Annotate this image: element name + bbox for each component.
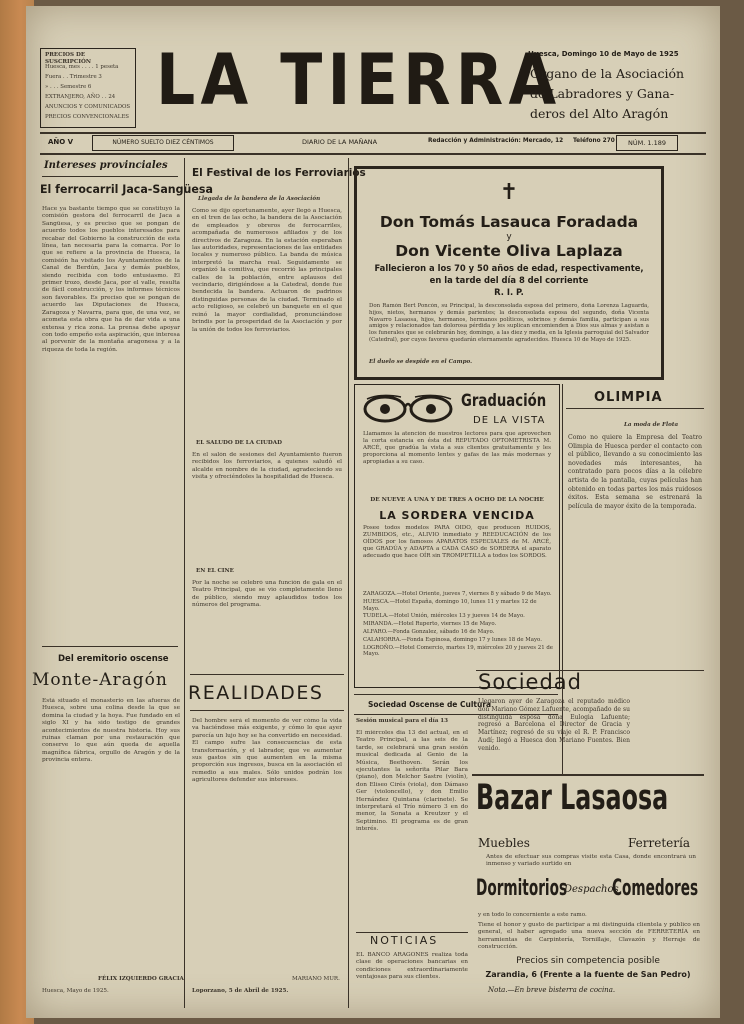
col2-divider [190, 674, 344, 675]
bazar-prices: Precios sin competencia posible [516, 956, 660, 966]
col2-body2: Del hombre será el momento de ver cómo la vida va haciéndose más exigente, y cómo lo que ayer parecía un lujo hoy se ha convertido en necesidad. El campo sufre las consecuencias de esta transformación, y el labrador, que ve aumentar sus gastos sin que aumenten en la misma proporción sus ingresos, busca en la asociación el remedio a sus males. Sólo unidos podrán los agricultores defender sus intereses. [192, 718, 342, 784]
schedule-item: ALFARO.—Fonda Gonzalez, sábado 16 de Mayo. [363, 628, 495, 635]
place-date: Huesca, Domingo 10 de Mayo de 1925 [528, 50, 679, 58]
col1-body: Hace ya bastante tiempo que se constituyó la comisión gestora del ferrocarril de Jaca a Sangüesa, y es preciso que se pongan de acuerdo todos los pueblos interesados para recabar del Gobierno la construcción de esta línea, tan necesaria para la comarca. Por lo que se refiere a la provincia de Huesca, la comisión ha visitado los Ayuntamientos de la Canal de Berdún, Jaca y demás pueblos, siendo recibida con todo entusiasmo. El primer trozo, desde Jaca, por el valle, resulta de fácil construcción, y los informes técnicos son favorables. Es preciso que se pongan de acuerdo las Diputaciones de Huesca, Zaragoza y Navarra, para que, de una vez, se acometa esta obra que ha de dar vida a una extensa y rica zona. La prensa debe apoyar con todo empeño esta aspiración, que interesa al porvenir de la montaña aragonesa y a la riqueza de toda la región. [42, 206, 180, 353]
obituary-note: El duelo se despide en el Campo. [369, 359, 473, 365]
bazar-text3: Tiene el honor y gusto de participar a mi distinguida clientela y público en general, el haber agregado una nueva sección de FERRETERÍA en herramientas de Carpintería, Tornillaje, Clavazón y Herraje de construcción. [478, 922, 700, 951]
optics-schedule [363, 591, 553, 659]
col4-headline: OLIMPIA [594, 390, 663, 405]
column-rule-1 [184, 158, 185, 1008]
col3b-section2: NOTICIAS [370, 934, 439, 947]
col1-body2: Está situado el monasterio en las afueras de Huesca, sobre una colina desde la que se domina la ciudad y la hoya. Fue fundado en el siglo XI y ha sido testigo de grandes acontecimientos de nuestra historia. Hoy sus ruinas claman por una restauración que conserve lo que aún queda de aquella magnífica fábrica, orgullo de Aragón y de la provincia entera. [42, 698, 180, 764]
bazar-dormitorios: Dormitorios [476, 876, 568, 901]
col1-headline2: Monte-Aragón [32, 670, 168, 690]
bazar-note: Nota.—En breve bisterra de cocina. [488, 986, 616, 994]
optics-title: Graduación [461, 391, 547, 411]
col3b-headline: Sociedad Oscense de Cultura [368, 700, 492, 709]
obituary-name-2: Don Vicente Oliva Laplaza [395, 242, 623, 260]
optics-body2: Posee todos modelos PARA OÍDO, que producen RUIDOS, ZUMBIDOS, etc., ALIVIO inmediato y REEDUCACIÓN de los OÍDOS por los famosos APARATOS ESPECIALES de M. ARCÉ, que GRADÚA y ADAPTA a CADA CASO de SORDERA el aparato adecuado que hace OÍR sin TROMPETILLA a todos los SORDOS. [363, 525, 551, 559]
optics-hours: DE NUEVE A UNA Y DE TRES A OCHO DE LA NOCHE [370, 497, 544, 503]
col2-body-a: En el salón de sesiones del Ayuntamiento fueron recibidos los ferroviarios, a quienes saludó el alcalde en nombre de la ciudad, agradeciendo su visita y ofreciéndoles la hospitalidad de Huesca. [192, 452, 342, 481]
col2-body: Como se dijo oportunamente, ayer llegó a Huesca, en el tren de las ocho, la bandera de la Asociación de empleados y obreros de ferrocarriles, acompañada de numerosos afiliados y de los directivos de Zaragoza. En la estación esperaban las autoridades, representaciones de las entidades locales y numeroso público. La banda de música interpretó la marcha real. Seguidamente se organizó la comitiva, que recorrió las principales calles de la población, entre aplausos del vecindario, dirigiéndose a la Catedral, donde fue bendecida la bandera. Actuaron de padrinos distinguidas personas de la ciudad. Terminado el acto religioso, se celebró un banquete en el que reinó la mayor cordialidad, pronunciándose brindis por la prosperidad de la Asociación y por la unión de todos los ferroviarios. [192, 208, 342, 333]
masthead-rule-bottom [40, 153, 706, 155]
col2-author: MARIANO MUR. [292, 976, 340, 982]
single-issue-box [92, 135, 234, 151]
price-line: ANUNCIOS Y COMUNICADOS [45, 104, 131, 110]
schedule-item: ZARAGOZA.—Hotel Oriente, jueves 7, viernes 8 y sábado 9 de Mayo. [363, 591, 552, 597]
bazar-text2: y en todo lo concerniente a este ramo. [478, 912, 587, 918]
optics-body: Llamamos la atención de nuestros lectores para que aprovechen la corta estancia en ésta del REPUTADO OPTOMETRISTA M. ARCÉ, que gradúa la vista a sus clientes gratuitamente y les proporciona al momento lentes y gafas de las más modernas y apropiadas a su caso. [363, 431, 551, 465]
cross-icon: ✝ [499, 180, 519, 205]
bazar-despachos: Despachos [564, 884, 619, 895]
col2-subhead: Llegada de la bandera de la Asociación [198, 196, 321, 202]
obituary-box [354, 166, 664, 380]
year-label: AÑO V [48, 138, 74, 146]
col2-headline: El Festival de los Ferroviarios [192, 166, 366, 179]
schedule-item: TUDELA.—Hotel Unión, miércoles 13 y jueves 14 de Mayo. [363, 613, 525, 620]
masthead-title: LA TIERRA [156, 39, 562, 121]
bazar-intro: Antes de efectuar sus compras visite esta Casa, donde encontrará un inmenso y variado surtido en [486, 854, 696, 868]
single-issue-label: NÚMERO SUELTO DIEZ CÉNTIMOS [112, 139, 214, 146]
schedule-item: HUESCA.—Hotel España, domingo 10, lunes 11 y martes 12 de Mayo. [363, 598, 537, 612]
schedule-item: LOGROÑO.—Hotel Comercio, martes 19, miércoles 20 y jueves 21 de Mayo. [363, 644, 553, 658]
col2-section-b: EN EL CINE [196, 568, 234, 574]
office-label: Redacción y Administración: Mercado, 12 [428, 138, 564, 144]
col1-section2: Del eremitorio oscense [58, 654, 169, 664]
col2-sign: Loporzano, 5 de Abril de 1925. [192, 988, 289, 994]
bazar-muebles: Muebles [478, 836, 530, 850]
column-rule-2 [348, 158, 349, 1008]
bazar-title: Bazar Lasaosa [476, 778, 669, 818]
col3b-body2: EL BANCO ARAGONÉS realiza toda clase de operaciones bancarias en condiciones extraordinariamente ventajosas para sus clientes. [356, 952, 468, 981]
bazar-address: Zarandia, 6 (Frente a la fuente de San Pedro) [485, 970, 691, 979]
col4-subhead: La moda de Flota [624, 422, 679, 428]
masthead-rule-top [40, 132, 706, 134]
obituary-rip: R. I. P. [494, 287, 524, 297]
price-line: PRECIOS CONVENCIONALES [45, 114, 129, 120]
price-line: Fuera . . Trimestre 3 [45, 74, 102, 80]
subtitle-line-2: de Labradores y Gana- [530, 86, 675, 101]
bazar-ferreteria: Ferretería [628, 836, 690, 850]
subscription-prices-box [40, 48, 136, 128]
phone-label: Teléfono 270 [573, 138, 615, 144]
obituary-line-2: en la tarde del día 8 del corriente [429, 275, 589, 285]
bazar-rule-top [472, 774, 704, 776]
col2-body-b: Por la noche se celebró una función de gala en el Teatro Principal, que se vio completamente lleno de público, siendo muy aplaudidos todos los números del programa. [192, 580, 342, 609]
newspaper-page [26, 6, 720, 1018]
schedule-item: MIRANDA.—Hotel Ruperto, viernes 15 de Mayo. [363, 621, 497, 628]
daily-label: DIARIO DE LA MAÑANA [302, 138, 378, 146]
col3b-rule-top [354, 694, 558, 695]
prices-list [45, 62, 131, 122]
schedule-item: CALAHORRA.—Fonda Espinosa, domingo 17 y lunes 18 de Mayo. [363, 636, 542, 643]
col3b-subhead: Sesión musical para el día 13 [356, 718, 449, 724]
col2-headline2: REALIDADES [188, 682, 324, 704]
col2-divider2 [190, 710, 344, 711]
optics-ad-box [354, 384, 560, 688]
obituary-body: Don Ramón Bert Poncón, su Principal, la desconsolada esposa del primero, doña Lorenza Laguarda, hijos, nietos, hermanos y demás parientes; la desconsolada esposa del segundo, doña Vicenta Navarro Lasaosa, hijos, hermanos, hermanos políticos, sobrinos y demás familia, participan a sus amigos y relacionados tan dolorosa pérdida y les suplican encomienden a Dios sus almas y asistan a los funerales que se celebrarán hoy, domingo, a las diez y media, en la Iglesia parroquial del Salvador (Catedral), por cuyos favores quedarán eternamente agradecidos. Huesca 10 de Mayo de 1925. [369, 303, 649, 343]
subtitle-line-1: Órgano de la Asociación [530, 66, 685, 81]
col3b-body: El miércoles día 13 del actual, en el Teatro Principal, a las seis de la tarde, se celebrará una gran sesión musical dedicada al Genio de la Música, Beethoven. Serán los ejecutantes la señorita Pilar Bara (piano), don Melchor Sastre (violín), don Eliseo Cirés (viola), don Dámaso Ger (violoncello), y don Emilio Hernández Quintana (clarinete). Se interpretará el Trío número 3 en do menor, la Sonata a Kreutzer y el Septimino. El programa es de gran interés. [356, 730, 468, 833]
col4-rule [566, 408, 704, 409]
col1-sign: Huesca, Mayo de 1925. [42, 988, 109, 994]
col2-section-a: EL SALUDO DE LA CIUDAD [196, 440, 282, 446]
col1-headline: El ferrocarril Jaca-Sangüesa [40, 182, 213, 196]
optics-subtitle: DE LA VISTA [473, 415, 546, 426]
bazar-comedores: Comedores [612, 876, 699, 901]
glasses-icon [361, 389, 457, 425]
issue-number: NÚM. 1.189 [628, 139, 666, 147]
col1-divider [42, 646, 178, 647]
col3b-divider [356, 932, 468, 933]
issue-number-box [616, 135, 678, 151]
col1-rule [42, 176, 178, 177]
price-line: EXTRANJERO, AÑO . . 24 [45, 94, 116, 100]
price-line: Huesca, mes . . . . 1 peseta [45, 64, 119, 70]
subtitle-line-3: deros del Alto Aragón [530, 106, 669, 121]
col4-body: Como no quiere la Empresa del Teatro Olimpia de Huesca perder el contacto con el público, llevando a su conocimiento las novedades más interesantes, ha contratado para pocos días a la célebre artista de la pantalla, cuyas películas han obtenido en todas partes los más ruidosos éxitos. Esta semana se estrenará la película de mayor éxito de la temporada. [568, 434, 702, 510]
optics-headline2: LA SORDERA VENCIDA [379, 509, 535, 522]
col1-author: FÉLIX IZQUIERDO GRACIA [98, 976, 184, 982]
col4-body2: Llegaron ayer de Zaragoza el reputado médico don Mariano Gómez Lafuente, acompañado de su distinguida esposa doña Eulogia Lafuente; regresó a Barcelona el Director de Gracia y Martínez; regresó de su viaje el R. P. Francisco Audí; llegó a Huesca don Mariano Fuentes. Bien venido. [478, 698, 630, 752]
obituary-name-1: Don Tomás Lasauca Foradada [379, 213, 639, 231]
obituary-line-1: Fallecieron a los 70 y 50 años de edad, respectivamente, [374, 263, 644, 273]
col1-section: Intereses provinciales [44, 160, 168, 171]
col4-headline2: Sociedad [478, 670, 583, 694]
prices-title: PRECIOS DE SUSCRIPCIÓN [45, 52, 91, 66]
price-line: » . . . Semestre 6 [45, 84, 92, 90]
obituary-and: y [506, 232, 512, 242]
